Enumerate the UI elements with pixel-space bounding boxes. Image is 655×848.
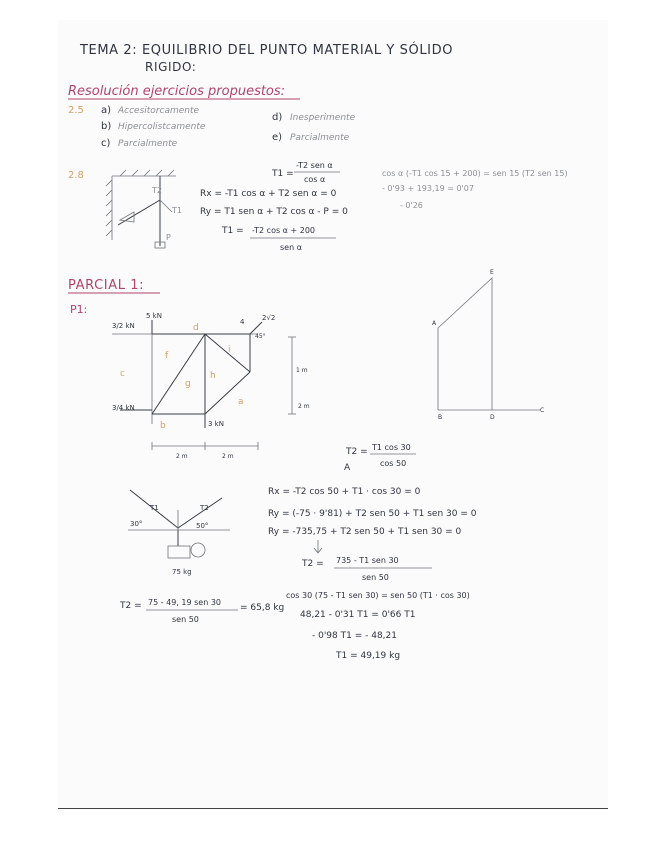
truss-node-4: 4 [240,318,245,326]
ex28-t1-num: -T2 sen α [296,161,333,170]
pulley-mass: 75 kg [172,568,192,576]
pulley-t1: T1 [150,504,159,512]
truss-label-c: c [120,369,125,379]
polygon-label-e: E [490,269,494,276]
final-line4: T1 = 49,19 kg [336,651,401,661]
mid-rx: Rx = -T2 cos 50 + T1 · cos 30 = 0 [268,487,421,497]
pulley-angle-50: 50° [196,522,209,530]
ex28-t1b-den: sen α [280,243,302,252]
truss-dim-1m: 1 m [296,367,308,374]
truss-load-3kn: 3 kN [208,420,224,428]
final-line3: - 0'98 T1 = - 48,21 [312,631,397,641]
polygon-shape [438,278,540,410]
mid-t2b-den: sen 50 [362,573,389,582]
item-c-letter: c) [101,138,111,149]
item-e-text: Parcialmente [290,133,350,143]
mid-ry2: Ry = -735,75 + T2 sen 50 + T1 sen 30 = 0 [268,527,462,537]
exercise-number-2-8: 2.8 [68,170,84,181]
truss-angle-45: 45° [255,333,266,340]
truss-label-f: f [165,351,169,361]
item-d-text: Inesperimente [290,113,356,123]
ex28-t1-lhs: T1 = [272,169,294,179]
truss-load-2sqrt2: 2√2 [262,314,276,322]
item-c-text: Parcialmente [118,139,178,149]
item-a-letter: a) [101,105,112,116]
truss-load-3-2kn: 3/2 kN [112,322,135,330]
truss-dim-2m-left: 2 m [176,453,188,460]
mid-t2b-num: 735 - T1 sen 30 [336,556,399,565]
item-d-letter: d) [272,112,283,123]
truss-label-b: b [160,421,166,431]
title-line2: RIGIDO: [145,60,197,74]
mid-t2-den: cos 50 [380,459,407,468]
ex28-t1b-lhs: T1 = [222,226,244,236]
truss-label-d: d [193,323,199,333]
final-t2-lhs: T2 = [120,601,142,611]
ex28-ry: Ry = T1 sen α + T2 cos α - P = 0 [200,207,348,217]
item-a-text: Accesitorcamente [118,106,200,116]
mid-t2-a: A [344,463,351,473]
polygon-label-c: C [540,407,545,414]
ex28-rx: Rx = -T1 cos α + T2 sen α = 0 [200,189,337,199]
pulley-t2: T2 [200,504,209,512]
final-t2-num: 75 - 49, 19 sen 30 [148,598,222,607]
ex28-right-line1: cos α (-T1 cos 15 + 200) = sen 15 (T2 sen 15) [382,169,568,178]
pulley-diagram [128,490,230,558]
ex28-right-line2: - 0'93 + 193,19 = 0'07 [382,184,474,193]
ex28-label-p: P [166,233,171,242]
mid-ry1: Ry = (-75 · 9'81) + T2 sen 50 + T1 sen 30 = 0 [268,509,477,519]
parcial-heading: PARCIAL 1: [68,278,145,293]
truss-dim-2m-right: 2 m [298,403,310,410]
exercise-number-2-5: 2.5 [68,105,84,116]
item-b-text: Hipercolistcamente [118,122,206,132]
final-line2: 48,21 - 0'31 T1 = 0'66 T1 [300,610,416,620]
ex28-right-line3: - 0'26 [400,201,423,210]
ex28-t1-den: cos α [304,175,326,184]
item-e-letter: e) [272,132,283,143]
truss-label-a: a [238,397,244,407]
truss-label-g: g [185,379,191,389]
ex28-label-t2: T2 [152,186,162,195]
mid-t2b-lhs: T2 = [302,559,324,569]
truss-label-i: i [228,345,231,355]
polygon-label-b: B [438,414,443,421]
truss-diagram [112,320,296,450]
truss-load-5kn: 5 kN [146,312,162,320]
final-line1: cos 30 (75 - T1 sen 30) = sen 50 (T1 · cos 30) [286,591,470,600]
polygon-label-a: A [432,320,437,327]
ex28-label-t1: T1 [172,206,182,215]
item-b-letter: b) [101,121,112,132]
ex28-t1b-num: -T2 cos α + 200 [252,226,316,235]
mid-t2-num: T1 cos 30 [372,443,411,452]
truss-load-3-4kn: 3/4 kN [112,404,135,412]
final-t2-den: sen 50 [172,615,199,624]
title-line1: TEMA 2: EQUILIBRIO DEL PUNTO MATERIAL Y SÓLIDO [80,43,454,58]
mid-t2-lhs: T2 = [346,447,368,457]
truss-dim-2m-right-bottom: 2 m [222,453,234,460]
final-t2-result: = 65,8 kg [240,603,285,613]
problem-p1: P1: [70,303,88,316]
resolucion-heading: Resolución ejercicios propuestos: [68,84,286,99]
pulley-angle-30: 30° [130,520,143,528]
polygon-label-d: D [490,414,495,421]
truss-label-h: h [210,371,216,381]
